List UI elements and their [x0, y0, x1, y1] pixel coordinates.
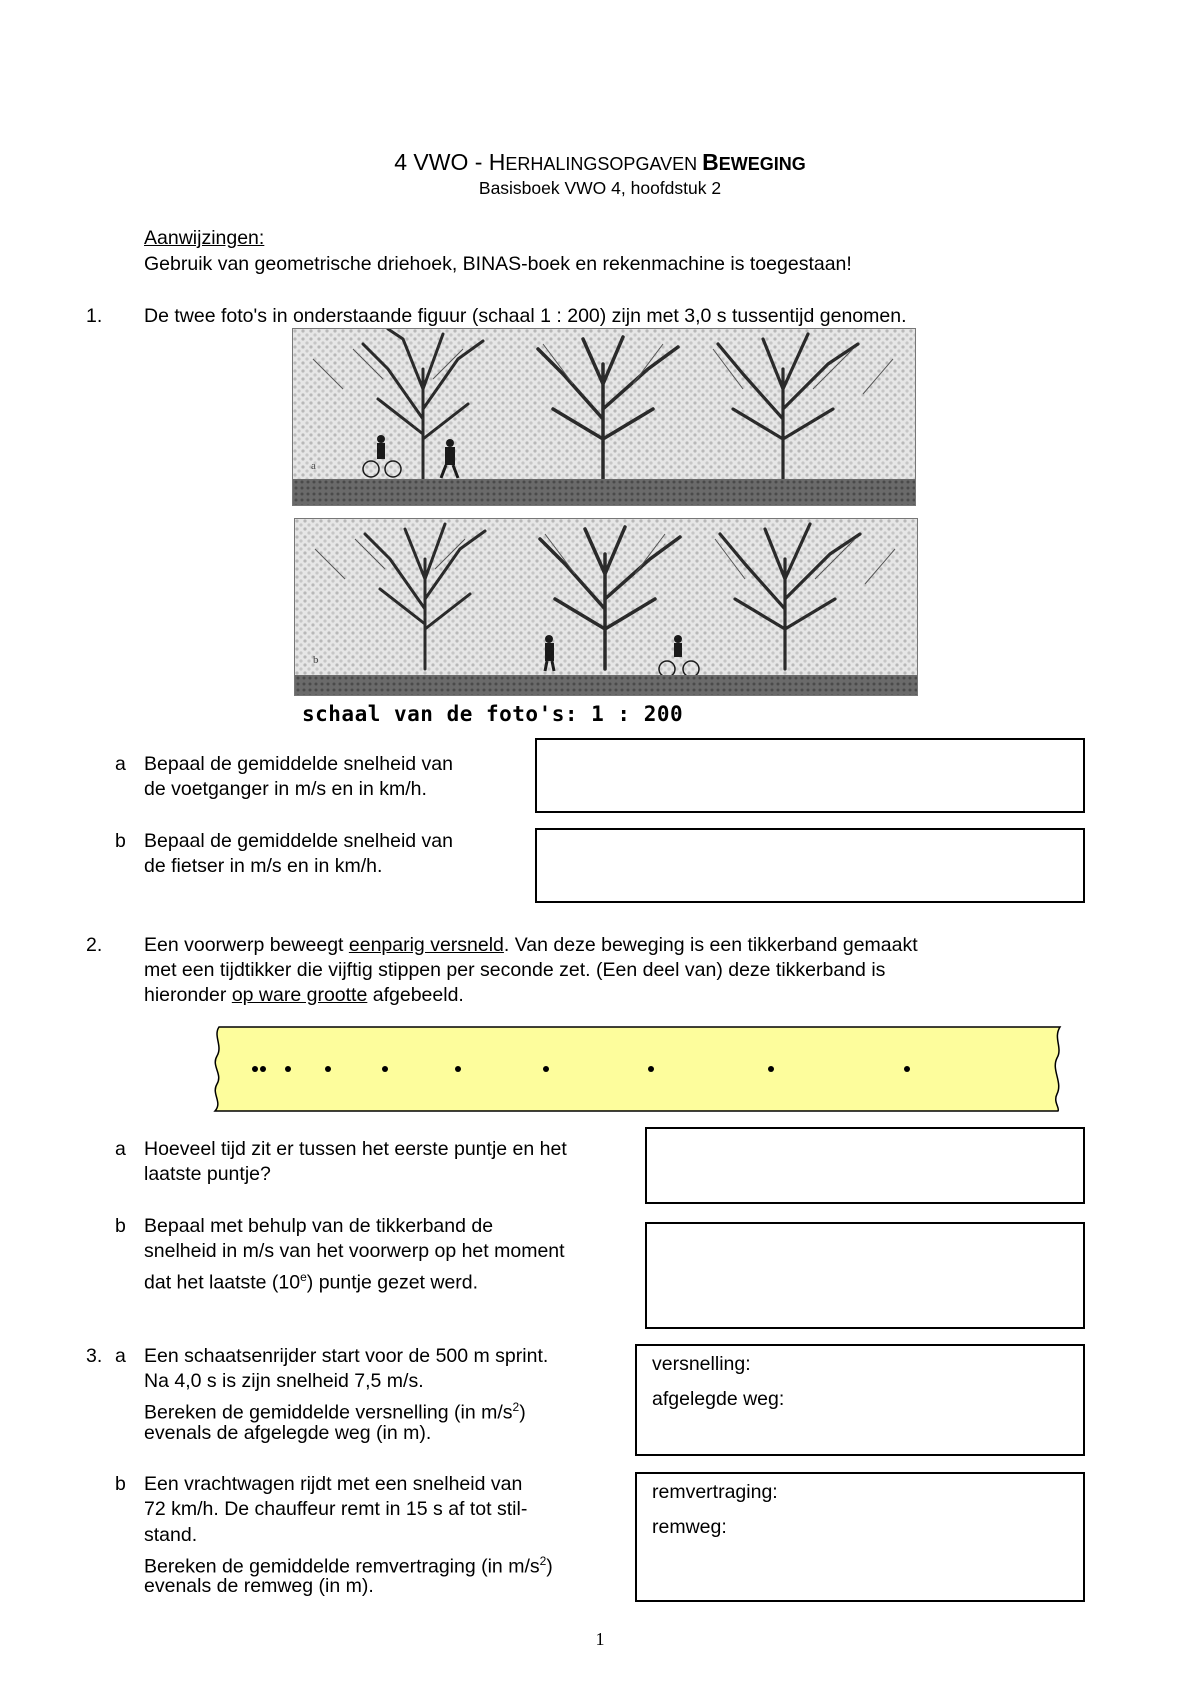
- question-1a-letter: a: [115, 753, 126, 775]
- answer-box-3a[interactable]: [635, 1344, 1085, 1456]
- question-2b-letter: b: [115, 1215, 126, 1237]
- question-3a-line2: Na 4,0 s is zijn snelheid 7,5 m/s.: [144, 1370, 424, 1392]
- answer-box-3a-label-acceleration: versnelling:: [652, 1353, 751, 1375]
- tick-dot-6: [455, 1066, 461, 1072]
- photo-a-image: [293, 329, 916, 506]
- question-2-line2: met een tijdtikker die vijftig stippen per seconde zet. (Een deel van) deze tikkerband is: [144, 959, 886, 981]
- answer-box-2b[interactable]: [645, 1222, 1085, 1329]
- question-2a-letter: a: [115, 1138, 126, 1160]
- question-3-number: 3.: [86, 1345, 103, 1367]
- page-number: 1: [595, 1629, 605, 1649]
- question-3b-line4: Bereken de gemiddelde remvertraging (in $m/s^2$): [144, 1554, 553, 1578]
- question-1a-line1: Bepaal de gemiddelde snelheid van: [144, 753, 453, 775]
- question-3b-line3: stand.: [144, 1524, 198, 1546]
- question-2b-line2: snelheid in m/s van het voorwerp op het moment: [144, 1240, 565, 1262]
- scale-caption: schaal van de foto's: 1 : 200: [302, 702, 684, 726]
- question-3b-letter: b: [115, 1473, 126, 1495]
- answer-box-3b-label-deceleration: remvertraging:: [652, 1481, 778, 1503]
- question-2b-line1: Bepaal met behulp van de tikkerband de: [144, 1215, 494, 1237]
- answer-box-3a-label-distance: afgelegde weg:: [652, 1388, 785, 1410]
- question-3b-line2: 72 km/h. De chauffeur remt in 15 s af tot stil-: [144, 1498, 528, 1520]
- question-3a-letter: a: [115, 1345, 126, 1367]
- answer-box-2a[interactable]: [645, 1127, 1085, 1204]
- photo-b-label: b: [313, 654, 319, 666]
- question-3b-line5: evenals de remweg (in m).: [144, 1575, 374, 1597]
- answer-box-1a[interactable]: [535, 738, 1085, 813]
- question-1-text: De twee foto's in onderstaande figuur (schaal 1 : 200) zijn met 3,0 s tussentijd genomen.: [144, 305, 907, 327]
- tick-dot-4: [325, 1066, 331, 1072]
- question-1b-line1: Bepaal de gemiddelde snelheid van: [144, 830, 453, 852]
- question-3a-line3: Bereken de gemiddelde versnelling (in $m/s^2$): [144, 1400, 526, 1424]
- page-subtitle: Basisboek VWO 4, hoofdstuk 2: [478, 178, 722, 198]
- question-1-number: 1.: [86, 305, 103, 327]
- photo-a: [292, 328, 916, 506]
- question-2a-line2: laatste puntje?: [144, 1163, 271, 1185]
- tick-dot-2: [260, 1066, 266, 1072]
- question-2a-line1: Hoeveel tijd zit er tussen het eerste puntje en het: [144, 1138, 567, 1160]
- tick-dot-9: [768, 1066, 774, 1072]
- answer-box-1b[interactable]: [535, 828, 1085, 903]
- question-2-line3: hieronder op ware grootte afgebeeld.: [144, 984, 464, 1006]
- tick-dot-8: [648, 1066, 654, 1072]
- tick-dot-10: [904, 1066, 910, 1072]
- tick-dot-7: [543, 1066, 549, 1072]
- ticker-tape-graphic: [205, 1024, 1065, 1114]
- question-3a-line4: evenals de afgelegde weg (in m).: [144, 1422, 432, 1444]
- tick-dot-5: [382, 1066, 388, 1072]
- question-3b-line1: Een vrachtwagen rijdt met een snelheid van: [144, 1473, 523, 1495]
- question-3a-line1: Een schaatsenrijder start voor de 500 m sprint.: [144, 1345, 549, 1367]
- photo-a-label: a: [311, 460, 316, 472]
- question-2-line1: Een voorwerp beweegt eenparig versneld. Van deze beweging is een tikkerband gemaakt: [144, 934, 918, 956]
- question-2-number: 2.: [86, 934, 103, 956]
- tick-dot-1: [252, 1066, 258, 1072]
- question-1b-letter: b: [115, 830, 126, 852]
- ticker-tape: [205, 1024, 1065, 1114]
- answer-box-3b-label-braking-distance: remweg:: [652, 1516, 727, 1538]
- question-1a-line2: de voetganger in m/s en in km/h.: [144, 778, 427, 800]
- instructions-text: Gebruik van geometrische driehoek, BINAS-boek en rekenmachine is toegestaan!: [144, 253, 852, 275]
- page-title: 4 VWO - HERHALINGSOPGAVEN BEWEGING: [394, 149, 806, 175]
- question-2b-line3: dat het laatste (10e) puntje gezet werd.: [144, 1270, 479, 1294]
- ticker-tape-strip: [215, 1027, 1060, 1111]
- answer-box-3b[interactable]: [635, 1472, 1085, 1602]
- question-1b-line2: de fietser in m/s en in km/h.: [144, 855, 383, 877]
- instructions-label: Aanwijzingen:: [144, 227, 265, 249]
- photo-b-image: [295, 519, 918, 696]
- tick-dot-3: [285, 1066, 291, 1072]
- photo-b: [294, 518, 918, 696]
